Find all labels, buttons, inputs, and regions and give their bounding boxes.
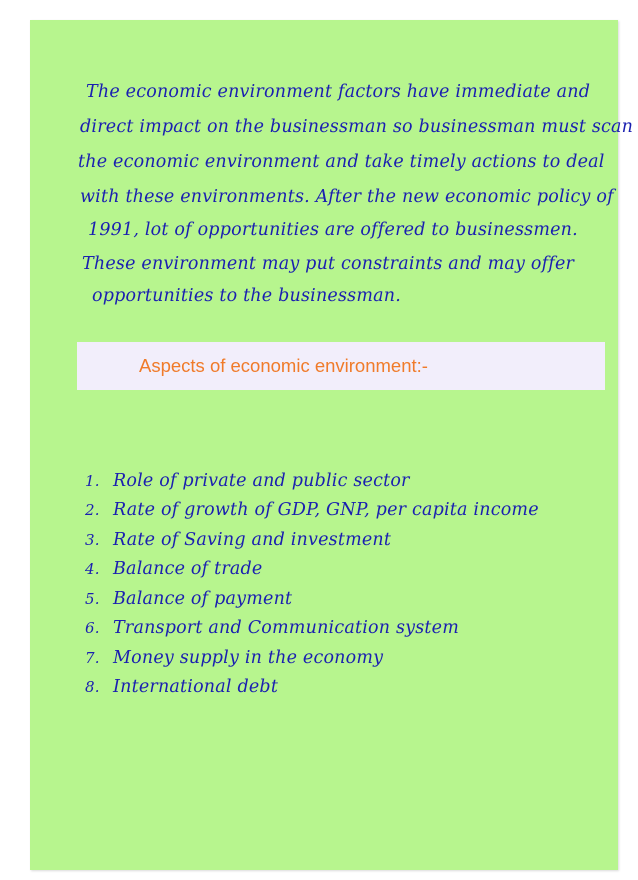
notebook-page — [30, 20, 634, 870]
list-item-number: 6. — [85, 619, 100, 638]
paragraph-line-4: with these environments. After the new economic policy of — [80, 187, 614, 207]
list-item — [85, 555, 539, 585]
list-item-text: Role of private and public sector — [113, 470, 410, 491]
list-item-number: 4. — [85, 560, 100, 579]
list-item-text: Rate of Saving and investment — [113, 529, 392, 550]
paragraph-line-7: opportunities to the businessman. — [92, 286, 401, 306]
list-item — [85, 673, 539, 703]
list-item — [85, 496, 539, 526]
list-item-text: Balance of trade — [113, 559, 263, 580]
list-item — [85, 525, 539, 555]
list-item-number: 1. — [85, 471, 100, 490]
section-heading-banner — [77, 342, 605, 390]
list-item — [85, 466, 539, 496]
paragraph-line-1: The economic environment factors have immediate and — [86, 82, 591, 102]
list-item-number: 8. — [85, 678, 100, 697]
aspects-list — [85, 466, 539, 702]
list-item-text: International debt — [113, 677, 279, 698]
list-item — [85, 614, 539, 644]
list-item-text: Rate of growth of GDP, GNP, per capita income — [113, 500, 539, 521]
paragraph-line-2: direct impact on the businessman so businessman must scan — [80, 117, 634, 137]
list-item-number: 2. — [85, 501, 100, 520]
list-item-number: 5. — [85, 589, 100, 608]
list-item-text: Balance of payment — [113, 588, 293, 609]
list-item-text: Money supply in the economy — [113, 647, 384, 668]
paragraph-line-3: the economic environment and take timely actions to deal — [78, 152, 605, 172]
list-item-number: 3. — [85, 530, 100, 549]
list-item-text: Transport and Communication system — [113, 618, 460, 639]
section-heading: Aspects of economic environment:- — [139, 355, 428, 376]
paragraph-line-6: These environment may put constraints and may offer — [82, 254, 575, 274]
list-item-number: 7. — [85, 648, 100, 667]
list-item — [85, 643, 539, 673]
list-item — [85, 584, 539, 614]
paragraph-line-5: 1991, lot of opportunities are offered to businessmen. — [88, 220, 578, 240]
